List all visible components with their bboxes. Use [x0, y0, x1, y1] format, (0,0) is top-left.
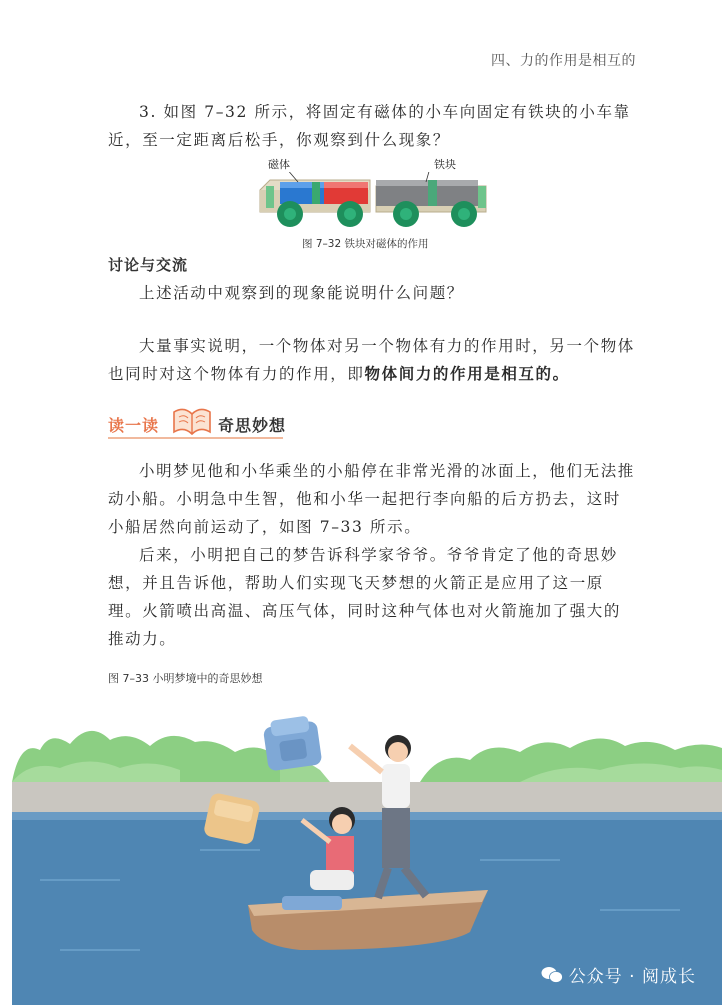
figure-7-33-caption: 图 7–33 小明梦境中的奇思妙想: [108, 672, 263, 685]
figure-7-32-caption: 图 7–32 铁块对磁体的作用: [302, 238, 429, 250]
iron-label: 铁块: [434, 158, 456, 171]
watermark-text: 公众号 · 阅成长: [568, 967, 696, 987]
watermark: [541, 962, 696, 987]
reading-title: 奇思妙想: [218, 416, 287, 435]
open-book-icon: [170, 402, 214, 438]
conclusion-text: 大量事实说明，一个物体对另一个物体有力的作用时，另一个物体也同时对这个物体有力的作用，即: [108, 337, 635, 383]
reading-tag: 读一读: [108, 416, 160, 435]
reading-paragraph-2: 后来，小明把自己的梦告诉科学家爷爷。爷爷肯定了他的奇思妙想，并且告诉他，帮助人们实现飞天梦想的火箭正是应用了这一原理。火箭喷出高温、高压气体，同时这种气体也对火箭施加了强大的推动力。: [108, 546, 622, 648]
figure-7-33-illustration: [0, 700, 722, 1005]
discussion-question: 上述活动中观察到的现象能说明什么问题？: [139, 284, 464, 302]
discussion-title: 讨论与交流: [108, 256, 189, 274]
figure-7-32-carts: [258, 172, 498, 242]
wechat-icon: [541, 966, 563, 984]
chapter-header: 四、力的作用是相互的: [491, 53, 636, 69]
conclusion-bold: 物体间力的作用是相互的。: [364, 365, 570, 383]
reading-paragraph-1: 小明梦见他和小华乘坐的小船停在非常光滑的冰面上，他们无法推动小船。小明急中生智，他和小华一起把行李向船的后方扔去，这时小船居然向前运动了，如图 7–33 所示。: [108, 462, 635, 536]
conclusion-paragraph: [108, 332, 638, 388]
question-text: 3. 如图 7–32 所示，将固定有磁体的小车向固定有铁块的小车靠近，至一定距离后松手，你观察到什么现象？: [108, 103, 631, 149]
magnet-label: 磁体: [268, 158, 290, 171]
reading-underline: [108, 437, 283, 439]
